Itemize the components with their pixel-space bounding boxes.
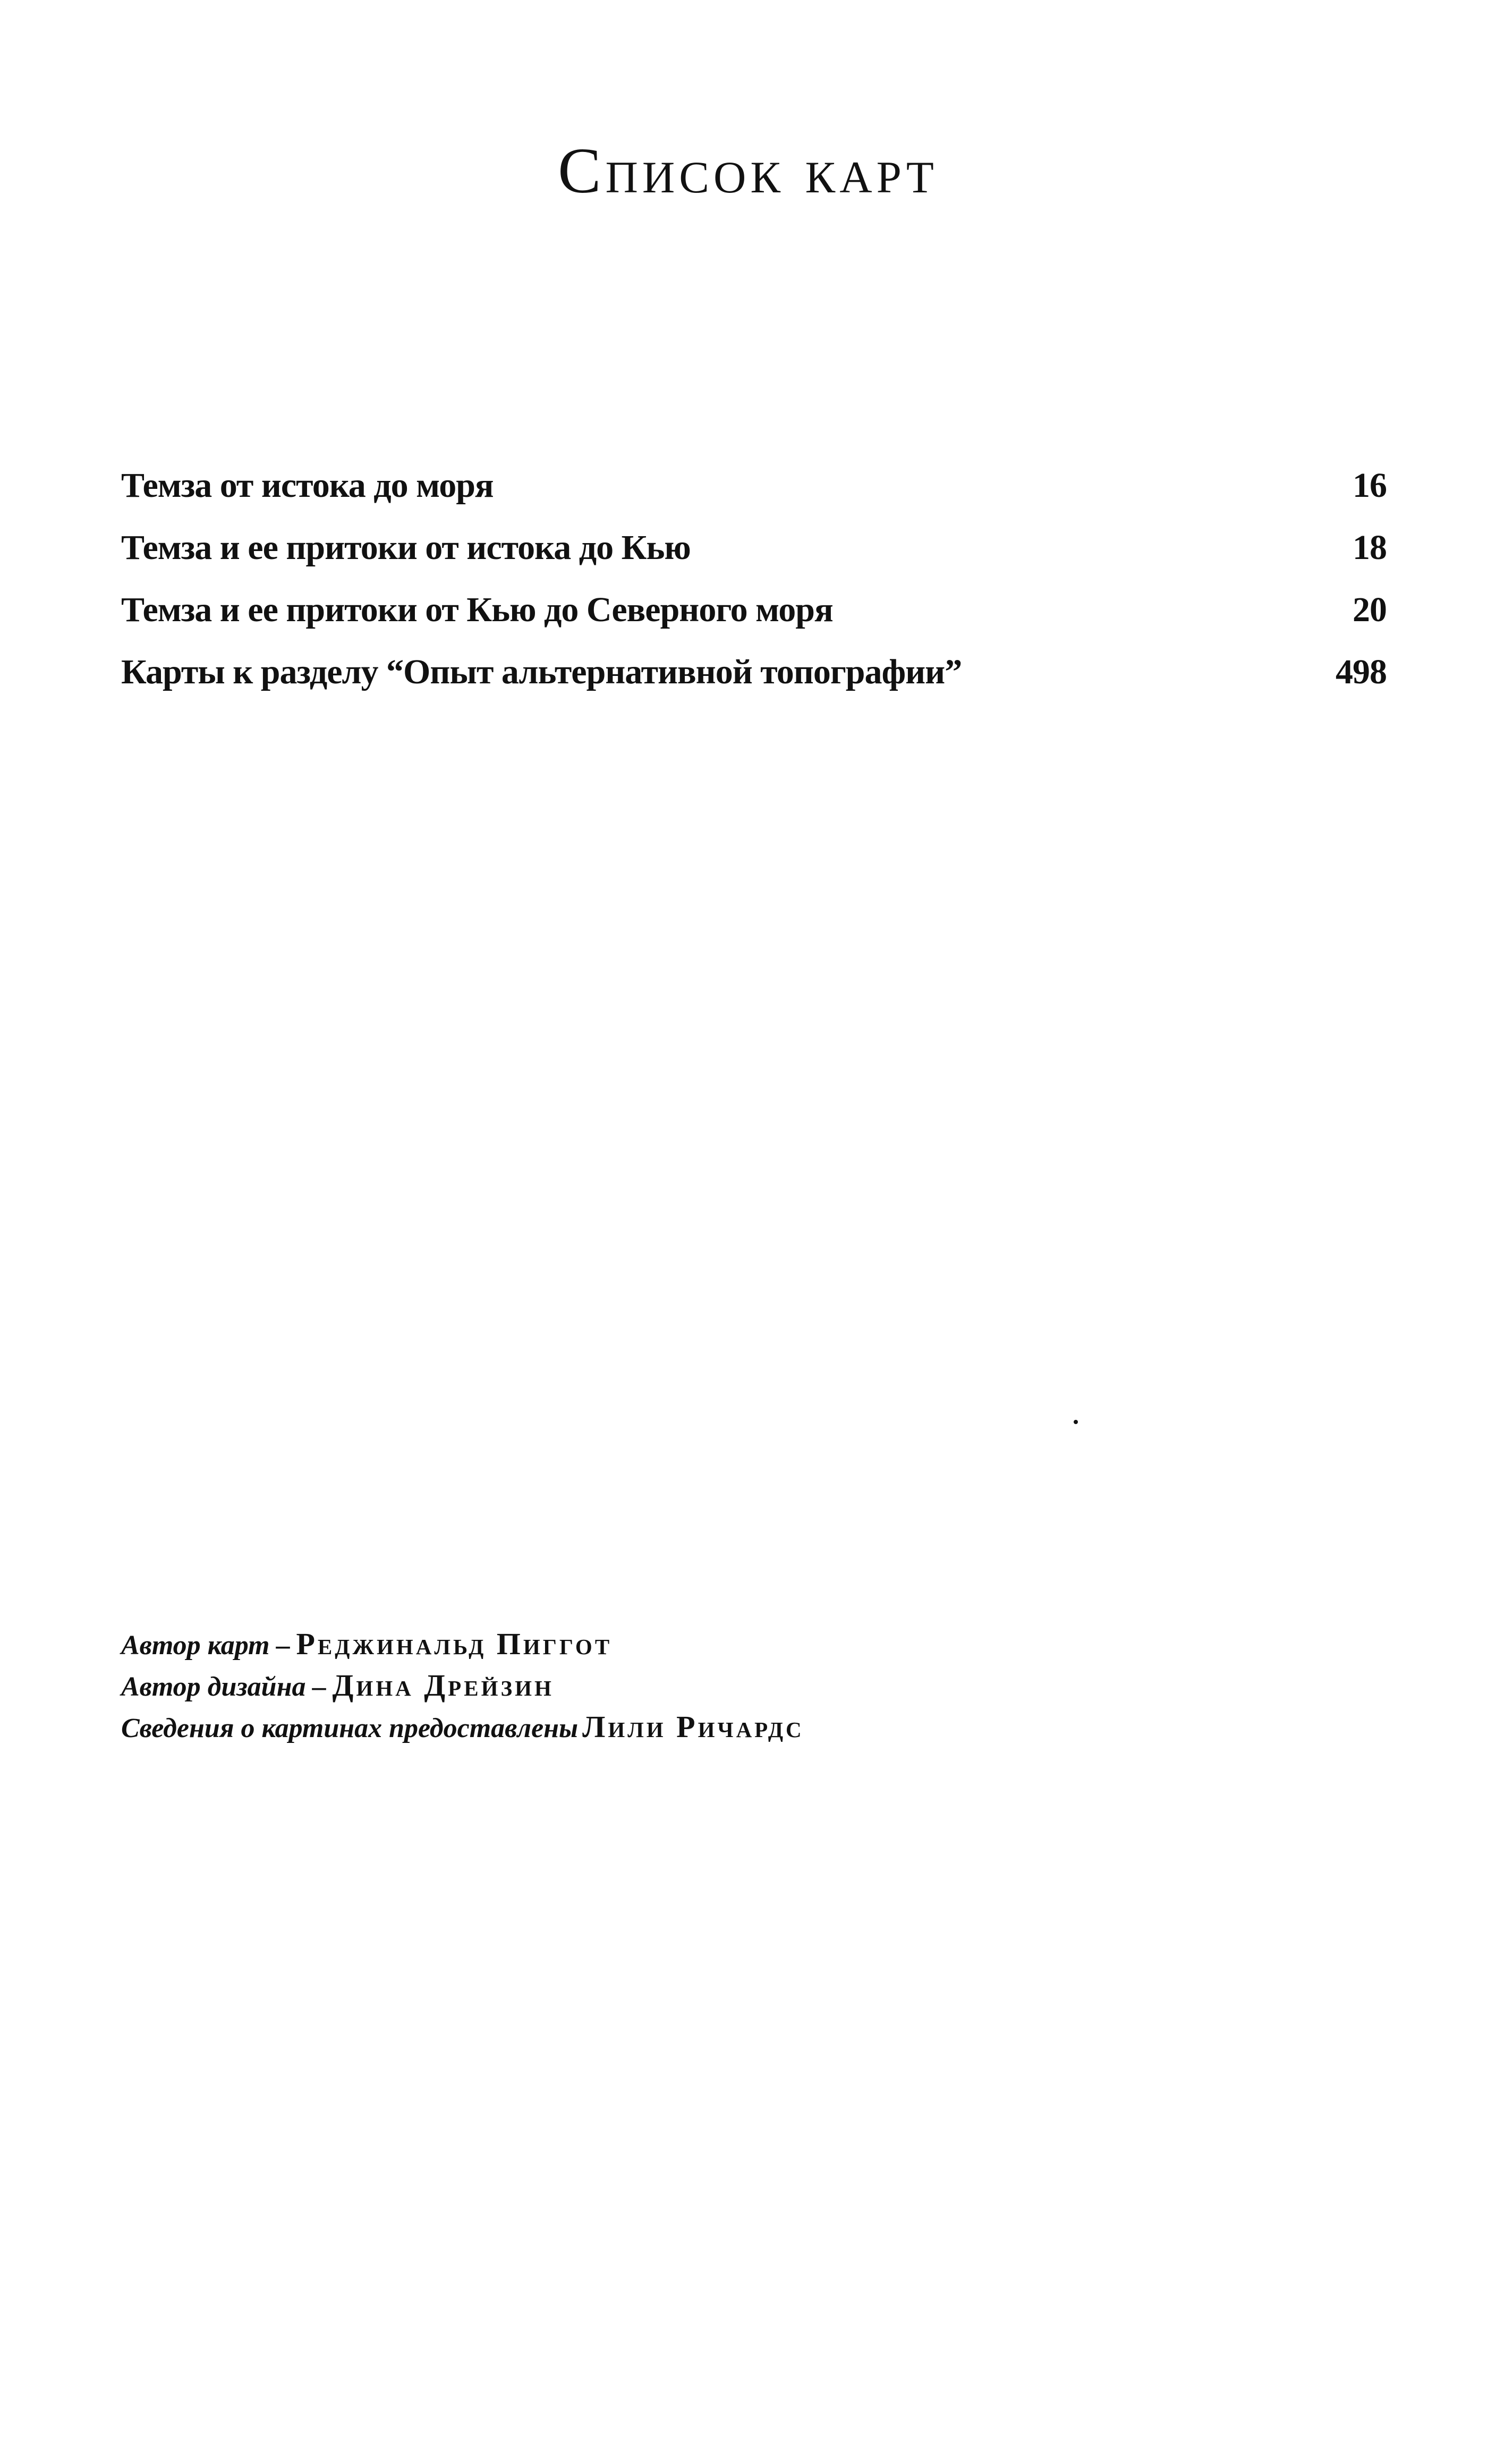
page-number: 20 xyxy=(1353,590,1387,629)
map-title: Темза и ее притоки от истока до Кью xyxy=(121,528,691,567)
list-item xyxy=(121,579,1387,641)
maps-list xyxy=(121,454,1387,703)
map-title: Темза и ее притоки от Кью до Северного моря xyxy=(121,590,833,629)
map-title: Темза от истока до моря xyxy=(121,466,494,505)
list-item xyxy=(121,641,1387,703)
map-title: Карты к разделу “Опыт альтернативной топографии” xyxy=(121,653,962,691)
page-number: 498 xyxy=(1336,653,1387,691)
credit-role: Сведения о картинах предоставлены xyxy=(121,1713,579,1743)
list-item xyxy=(121,454,1387,516)
credit-line xyxy=(121,1706,1343,1748)
credit-line xyxy=(121,1665,1343,1706)
credit-name: Дина Дрейзин xyxy=(332,1668,554,1703)
credit-separator: – xyxy=(276,1630,290,1661)
credits xyxy=(121,1623,1343,1748)
page-number: 16 xyxy=(1353,466,1387,505)
credit-separator: – xyxy=(312,1672,326,1702)
credit-role: Автор карт xyxy=(121,1630,270,1661)
page-title: Список карт xyxy=(558,134,938,207)
credit-name: Лили Ричардс xyxy=(582,1709,804,1744)
credit-line xyxy=(121,1623,1343,1665)
list-item xyxy=(121,516,1387,579)
credit-name: Реджинальд Пиггот xyxy=(296,1627,613,1661)
page-number: 18 xyxy=(1353,528,1387,567)
credit-role: Автор дизайна xyxy=(121,1672,306,1702)
print-speck xyxy=(1074,1420,1078,1424)
